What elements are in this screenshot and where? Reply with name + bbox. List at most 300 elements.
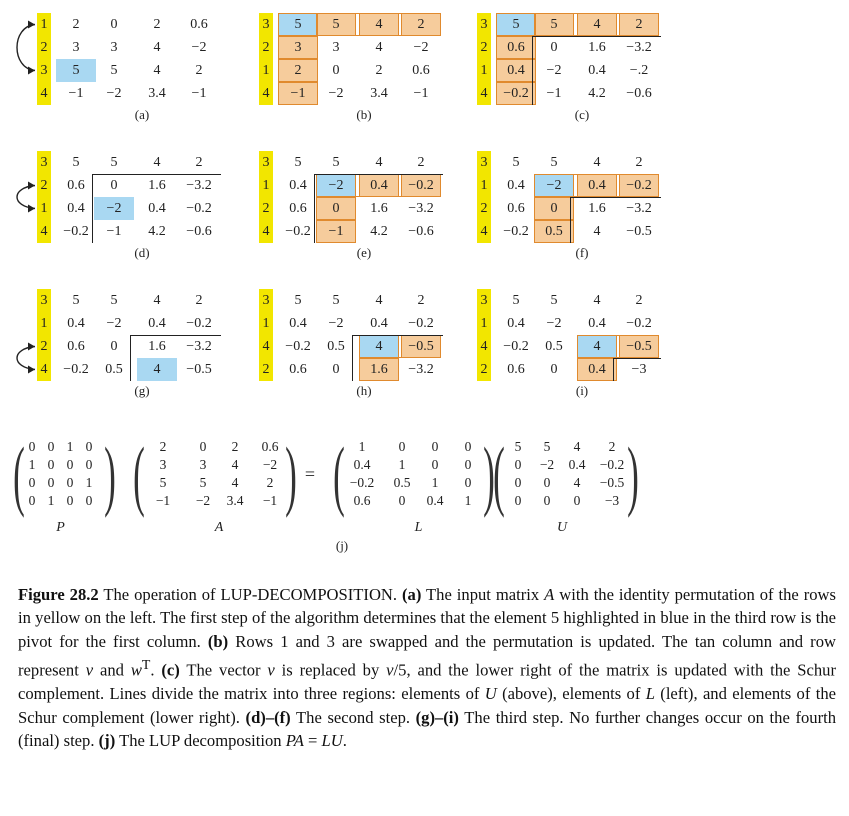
pivot-cell: 4 xyxy=(359,335,399,358)
u-region-divider xyxy=(613,358,661,359)
tan-cell: 5 xyxy=(316,13,356,36)
matrix-cell: −3.2 xyxy=(186,339,212,354)
matrix-cell: 4 xyxy=(593,155,601,170)
matrix-entry: −1 xyxy=(262,493,278,508)
matrix-cell: 0.5 xyxy=(545,339,563,354)
permutation-entry: 1 xyxy=(480,178,488,193)
matrix-cell: 4 xyxy=(153,40,161,55)
matrix-entry: 0 xyxy=(543,475,551,490)
caption-label-a: (a) xyxy=(402,585,422,604)
matrix-label: A xyxy=(214,520,224,535)
permutation-entry: 1 xyxy=(480,316,488,331)
matrix-label: L xyxy=(414,520,423,535)
permutation-entry: 2 xyxy=(40,178,48,193)
step-panel xyxy=(477,151,697,271)
matrix-cell: −.2 xyxy=(629,63,649,78)
matrix-entry: 0 xyxy=(398,493,406,508)
matrix-cell: −2 xyxy=(106,86,122,101)
matrix-cell: 0.6 xyxy=(507,201,525,216)
matrix-cell: 0 xyxy=(110,17,118,32)
panel-label: (d) xyxy=(134,245,150,260)
matrix-entry: 0.4 xyxy=(353,457,371,472)
pivot-cell: 4 xyxy=(577,335,617,358)
matrix-cell: 2 xyxy=(635,155,643,170)
pivot-cell: 4 xyxy=(137,358,177,381)
row-swap-arrow-icon xyxy=(7,13,37,133)
step-panel xyxy=(37,289,257,409)
matrix-cell: −0.2 xyxy=(503,224,529,239)
u-region-divider xyxy=(92,174,221,175)
matrix-cell: 2 xyxy=(72,17,80,32)
caption-text: Rows 1 and 3 are swapped and the permutation is updated. The tan column and row represent xyxy=(18,631,836,680)
right-paren: ) xyxy=(104,431,116,518)
matrix-cell: 1.6 xyxy=(148,178,166,193)
permutation-entry: 3 xyxy=(262,293,270,308)
permutation-entry: 1 xyxy=(40,316,48,331)
matrix-cell: 2 xyxy=(153,17,161,32)
matrix-entry: 1 xyxy=(398,457,406,472)
matrix-cell: 3 xyxy=(110,40,118,55)
matrix-entry: 0 xyxy=(514,493,522,508)
permutation-entry: 4 xyxy=(262,86,270,101)
matrix-cell: 1.6 xyxy=(370,201,388,216)
permutation-entry: 3 xyxy=(480,155,488,170)
caption-label-gi: (g)–(i) xyxy=(415,707,459,727)
matrix-cell: 3 xyxy=(72,40,80,55)
permutation-entry: 1 xyxy=(262,178,270,193)
matrix-entry: −0.2 xyxy=(349,475,375,490)
tan-cell: 0.4 xyxy=(577,358,617,381)
matrix-entry: 0 xyxy=(28,475,36,490)
permutation-column xyxy=(37,289,51,381)
matrix-cell: −0.6 xyxy=(408,224,434,239)
permutation-entry: 3 xyxy=(40,293,48,308)
permutation-entry: 3 xyxy=(480,17,488,32)
matrix-cell: −2 xyxy=(328,86,344,101)
matrix-entry: 1 xyxy=(47,493,55,508)
matrix-cell: 5 xyxy=(294,155,302,170)
matrix-entry: 3 xyxy=(199,457,207,472)
tan-cell: 0 xyxy=(534,197,574,220)
matrix-cell: 0.6 xyxy=(289,362,307,377)
permutation-column xyxy=(37,151,51,243)
step-panel xyxy=(259,151,479,271)
matrix-entry: 0.4 xyxy=(426,493,444,508)
equals-sign: = xyxy=(304,464,316,484)
matrix-entry: 0 xyxy=(464,475,472,490)
permutation-entry: 2 xyxy=(480,362,488,377)
caption-text: /5, and the lower right of the matrix is updated with the Schur complement. Lines divide the matrix into three regions: elements of xyxy=(18,660,837,704)
matrix-entry: 2 xyxy=(159,439,167,454)
matrix-cell: −0.6 xyxy=(626,86,652,101)
panel-label: (c) xyxy=(574,107,590,122)
matrix-cell: 5 xyxy=(550,293,558,308)
matrix-cell: −2 xyxy=(106,316,122,331)
matrix-cell: 0.4 xyxy=(507,316,525,331)
caption-label-b: (b) xyxy=(207,631,229,651)
permutation-entry: 2 xyxy=(480,201,488,216)
row-swap-arrow-icon xyxy=(7,151,37,271)
tan-cell: −0.2 xyxy=(619,174,659,197)
matrix-cell: 4.2 xyxy=(588,86,606,101)
figure-caption xyxy=(18,583,836,752)
l-region-divider xyxy=(570,197,571,243)
panel-label: (b) xyxy=(356,107,372,122)
figure-number: Figure 28.2 xyxy=(18,585,99,604)
tan-cell: 3 xyxy=(278,36,318,59)
matrix-entry: 5 xyxy=(514,439,522,454)
matrix-cell: 0 xyxy=(332,63,340,78)
matrix-entry: 1 xyxy=(66,439,74,454)
pivot-cell: 5 xyxy=(56,59,96,82)
matrix-cell: 0 xyxy=(332,362,340,377)
left-paren: ( xyxy=(333,431,345,518)
matrix-entry: 0 xyxy=(85,457,93,472)
permutation-entry: 3 xyxy=(262,155,270,170)
permutation-entry: 4 xyxy=(480,339,488,354)
matrix-cell: 2 xyxy=(635,293,643,308)
matrix-cell: −0.2 xyxy=(186,201,212,216)
caption-text: (above), elements of xyxy=(496,684,646,704)
matrix-cell: 0 xyxy=(110,178,118,193)
permutation-entry: 3 xyxy=(40,155,48,170)
pivot-cell: −2 xyxy=(534,174,574,197)
caption-text: . xyxy=(150,660,162,680)
matrix-entry: −0.2 xyxy=(599,457,625,472)
right-paren: ) xyxy=(285,431,297,518)
panel-label-j: (j) xyxy=(335,538,349,553)
matrix-cell: 4 xyxy=(153,155,161,170)
pivot-cell: 5 xyxy=(278,13,318,36)
matrix-entry: 3.4 xyxy=(226,493,244,508)
matrix-cell: 5 xyxy=(550,155,558,170)
matrix-cell: −0.2 xyxy=(63,224,89,239)
matrix-cell: −1 xyxy=(106,224,122,239)
caption-text: and xyxy=(93,660,131,680)
matrix-cell: 2 xyxy=(195,155,203,170)
caption-text: with the identity permutation of the rows in yellow on the left. The first step of the algorithm determines that the element 5 highlighted in blue in the third row is the pivot for the first column. xyxy=(18,585,836,651)
matrix-entry: 1 xyxy=(28,457,36,472)
l-region-divider xyxy=(613,358,614,381)
matrix-cell: 1.6 xyxy=(148,339,166,354)
caption-var: A xyxy=(544,585,555,604)
matrix-entry: 0 xyxy=(28,439,36,454)
matrix-entry: 0 xyxy=(47,457,55,472)
matrix-entry: 0 xyxy=(85,439,93,454)
panel-label: (a) xyxy=(134,107,150,122)
matrix-entry: 0.6 xyxy=(261,439,279,454)
matrix-cell: −3.2 xyxy=(186,178,212,193)
matrix-cell: 0.6 xyxy=(67,339,85,354)
permutation-entry: 4 xyxy=(262,224,270,239)
tan-cell: −0.2 xyxy=(496,82,536,105)
caption-var: LU xyxy=(321,730,343,750)
matrix-entry: 0.5 xyxy=(393,475,411,490)
matrix-entry: −2 xyxy=(195,493,211,508)
permutation-column xyxy=(259,13,273,105)
matrix-cell: −1 xyxy=(413,86,429,101)
tan-cell: −1 xyxy=(278,82,318,105)
tan-cell: −1 xyxy=(316,220,356,243)
permutation-entry: 1 xyxy=(262,316,270,331)
pivot-cell: −2 xyxy=(94,197,134,220)
matrix-cell: −2 xyxy=(546,316,562,331)
permutation-entry: 4 xyxy=(40,86,48,101)
permutation-entry: 4 xyxy=(40,362,48,377)
matrix-cell: 3 xyxy=(332,40,340,55)
matrix-cell: 0.4 xyxy=(67,201,85,216)
permutation-entry: 3 xyxy=(40,63,48,78)
matrix-entry: 0 xyxy=(398,439,406,454)
matrix-cell: 5 xyxy=(512,293,520,308)
matrix-cell: 2 xyxy=(417,293,425,308)
matrix-cell: 0.4 xyxy=(148,201,166,216)
matrix-cell: 0.4 xyxy=(148,316,166,331)
pivot-cell: 5 xyxy=(496,13,536,36)
matrix-cell: 2 xyxy=(195,63,203,78)
permutation-entry: 3 xyxy=(262,17,270,32)
tan-cell: 0.4 xyxy=(359,174,399,197)
permutation-entry: 4 xyxy=(262,339,270,354)
u-region-divider xyxy=(130,335,221,336)
matrix-cell: −0.2 xyxy=(186,316,212,331)
matrix-cell: −0.2 xyxy=(503,339,529,354)
matrix-cell: 0.4 xyxy=(588,63,606,78)
matrix-cell: 2 xyxy=(195,293,203,308)
matrix-cell: 0.6 xyxy=(289,201,307,216)
matrix-cell: 0 xyxy=(550,362,558,377)
tan-cell: 4 xyxy=(577,13,617,36)
matrix-cell: 4 xyxy=(153,63,161,78)
matrix-entry: 0 xyxy=(66,457,74,472)
matrix-cell: 5 xyxy=(110,293,118,308)
matrix-cell: −2 xyxy=(328,316,344,331)
matrix-cell: −0.5 xyxy=(186,362,212,377)
matrix-entry: 0.4 xyxy=(568,457,586,472)
matrix-entry: 0 xyxy=(199,439,207,454)
matrix-cell: −1 xyxy=(68,86,84,101)
matrix-entry: 5 xyxy=(199,475,207,490)
u-region-divider xyxy=(570,197,661,198)
matrix-cell: 5 xyxy=(72,155,80,170)
u-region-divider xyxy=(314,174,443,175)
matrix-cell: −0.2 xyxy=(626,316,652,331)
matrix-cell: 5 xyxy=(332,155,340,170)
matrix-entry: 0 xyxy=(431,457,439,472)
lup-equation xyxy=(0,430,849,560)
tan-cell: 0 xyxy=(316,197,356,220)
matrix-cell: 0.6 xyxy=(190,17,208,32)
matrix-cell: 5 xyxy=(110,63,118,78)
matrix-cell: 0.6 xyxy=(67,178,85,193)
step-panel xyxy=(259,13,479,133)
matrix-cell: 4 xyxy=(375,155,383,170)
permutation-column xyxy=(37,13,51,105)
matrix-cell: 2 xyxy=(417,155,425,170)
permutation-entry: 2 xyxy=(262,40,270,55)
left-paren: ( xyxy=(493,431,505,518)
caption-var: L xyxy=(645,684,655,704)
matrix-entry: 2 xyxy=(608,439,616,454)
matrix-cell: −0.2 xyxy=(63,362,89,377)
left-paren: ( xyxy=(133,431,145,518)
pivot-cell: −2 xyxy=(316,174,356,197)
step-panel xyxy=(259,289,479,409)
panel-label: (e) xyxy=(356,245,372,260)
caption-var: U xyxy=(484,684,497,704)
matrix-entry: 2 xyxy=(231,439,239,454)
matrix-entry: 0 xyxy=(66,493,74,508)
matrix-cell: 3.4 xyxy=(370,86,388,101)
caption-var: v xyxy=(85,660,94,680)
step-panel xyxy=(477,13,697,133)
matrix-entry: 3 xyxy=(159,457,167,472)
permutation-entry: 1 xyxy=(40,201,48,216)
matrix-entry: 4 xyxy=(573,439,581,454)
tan-cell: 0.4 xyxy=(577,174,617,197)
permutation-entry: 1 xyxy=(40,17,48,32)
caption-text: (left), and elements of the Schur complement (lower right). xyxy=(18,684,836,727)
caption-text: The vector xyxy=(179,660,268,680)
panel-label: (h) xyxy=(356,383,372,398)
matrix-entry: −2 xyxy=(539,457,555,472)
matrix-entry: 0.6 xyxy=(353,493,371,508)
caption-superscript: T xyxy=(141,657,151,673)
matrix-cell: 2 xyxy=(375,63,383,78)
matrix-cell: 1.6 xyxy=(588,201,606,216)
caption-label-c: (c) xyxy=(161,660,180,680)
permutation-entry: 4 xyxy=(480,86,488,101)
tan-cell: −0.2 xyxy=(401,174,441,197)
matrix-cell: 1.6 xyxy=(588,40,606,55)
matrix-cell: 4 xyxy=(593,293,601,308)
caption-var: v xyxy=(267,660,275,680)
caption-label-df: (d)–(f) xyxy=(245,707,291,727)
matrix-entry: 1 xyxy=(464,493,472,508)
matrix-label: P xyxy=(56,520,65,535)
caption-text: = xyxy=(303,730,322,750)
matrix-entry: 4 xyxy=(231,475,239,490)
matrix-entry: −1 xyxy=(155,493,171,508)
matrix-cell: −3.2 xyxy=(408,362,434,377)
l-region-divider xyxy=(352,335,353,381)
caption-text: The input matrix xyxy=(421,585,545,604)
matrix-cell: 4.2 xyxy=(148,224,166,239)
matrix-cell: 0.4 xyxy=(289,178,307,193)
matrix-entry: 0 xyxy=(28,493,36,508)
tan-cell: 1.6 xyxy=(359,358,399,381)
permutation-entry: 1 xyxy=(262,63,270,78)
matrix-cell: −2 xyxy=(413,40,429,55)
matrix-cell: −1 xyxy=(191,86,207,101)
tan-cell: −0.5 xyxy=(619,335,659,358)
u-region-divider xyxy=(352,335,443,336)
u-region-divider xyxy=(532,36,661,37)
matrix-cell: 5 xyxy=(72,293,80,308)
permutation-entry: 2 xyxy=(40,40,48,55)
step-panel xyxy=(477,289,697,409)
matrix-cell: −0.2 xyxy=(285,224,311,239)
matrix-cell: −0.2 xyxy=(408,316,434,331)
l-region-divider xyxy=(314,174,315,243)
permutation-column xyxy=(259,151,273,243)
right-paren: ) xyxy=(483,431,495,518)
matrix-cell: −0.5 xyxy=(626,224,652,239)
matrix-entry: −3 xyxy=(604,493,620,508)
matrix-entry: 0 xyxy=(514,475,522,490)
left-paren: ( xyxy=(13,431,25,518)
caption-text: The second step. xyxy=(290,707,416,727)
matrix-entry: 0 xyxy=(573,493,581,508)
matrix-cell: −3 xyxy=(631,362,647,377)
matrix-cell: −0.2 xyxy=(285,339,311,354)
matrix-entry: 2 xyxy=(266,475,274,490)
caption-text: . xyxy=(342,730,347,750)
caption-text: The third step. No further changes occur on the fourth (final) step. xyxy=(18,707,836,750)
tan-cell: 0.5 xyxy=(534,220,574,243)
matrix-cell: 4 xyxy=(375,293,383,308)
matrix-cell: 0.6 xyxy=(507,362,525,377)
panel-label: (f) xyxy=(575,245,589,260)
permutation-entry: 2 xyxy=(40,339,48,354)
tan-cell: 5 xyxy=(534,13,574,36)
tan-cell: 2 xyxy=(278,59,318,82)
tan-cell: 0.4 xyxy=(496,59,536,82)
permutation-column xyxy=(477,289,491,381)
matrix-cell: −3.2 xyxy=(626,201,652,216)
step-panel xyxy=(37,151,257,271)
matrix-cell: 0 xyxy=(110,339,118,354)
permutation-entry: 2 xyxy=(262,362,270,377)
matrix-cell: 4 xyxy=(153,293,161,308)
caption-text: The LUP decomposition xyxy=(115,730,286,750)
matrix-cell: −2 xyxy=(546,63,562,78)
matrix-cell: 0.4 xyxy=(588,316,606,331)
matrix-entry: 0 xyxy=(543,493,551,508)
matrix-cell: −2 xyxy=(191,40,207,55)
matrix-cell: 0.4 xyxy=(67,316,85,331)
caption-var: w xyxy=(130,660,142,680)
tan-cell: 4 xyxy=(359,13,399,36)
matrix-cell: −0.6 xyxy=(186,224,212,239)
matrix-entry: 5 xyxy=(159,475,167,490)
caption-text: is replaced by xyxy=(274,660,387,680)
matrix-cell: 5 xyxy=(512,155,520,170)
row-swap-arrow-icon xyxy=(7,289,37,409)
matrix-cell: 5 xyxy=(332,293,340,308)
matrix-entry: 0 xyxy=(47,475,55,490)
tan-cell: 0.6 xyxy=(496,36,536,59)
matrix-entry: 4 xyxy=(573,475,581,490)
step-panel xyxy=(37,13,257,133)
matrix-cell: 4.2 xyxy=(370,224,388,239)
matrix-entry: 1 xyxy=(358,439,366,454)
l-region-divider xyxy=(92,174,93,243)
permutation-column xyxy=(477,151,491,243)
matrix-entry: −0.5 xyxy=(599,475,625,490)
matrix-entry: 5 xyxy=(543,439,551,454)
permutation-column xyxy=(477,13,491,105)
matrix-cell: −3.2 xyxy=(626,40,652,55)
matrix-entry: 0 xyxy=(66,475,74,490)
matrix-entry: −2 xyxy=(262,457,278,472)
l-region-divider xyxy=(130,335,131,381)
matrix-cell: −1 xyxy=(546,86,562,101)
matrix-cell: 0.5 xyxy=(327,339,345,354)
matrix-cell: 4 xyxy=(375,40,383,55)
panel-label: (i) xyxy=(575,383,589,398)
panel-label: (g) xyxy=(134,383,150,398)
